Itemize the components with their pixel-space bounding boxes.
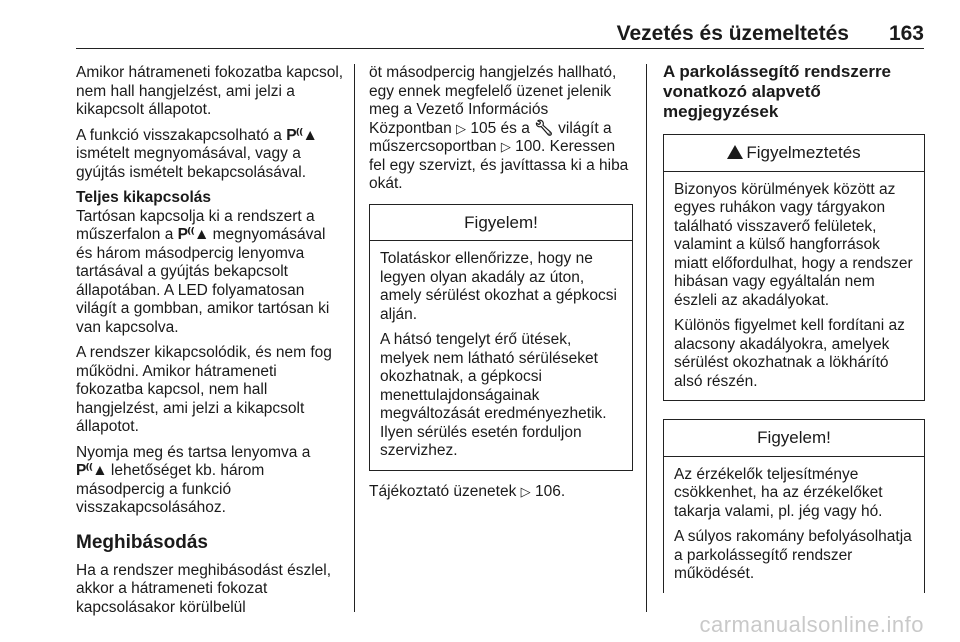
section-heading: Meghibásodás	[76, 531, 208, 553]
paragraph: Ha a rendszer meghibásodást észlel, akkor a hátrameneti fokozat kapcsolásakor körülbelül	[76, 561, 332, 616]
warning-box	[663, 134, 925, 401]
caution-text: Az érzékelők teljesítménye csökkenhet, ha az érzékelőket takarja valami, pl. jég vagy hó.	[674, 465, 883, 520]
parking-sensor-icon: P⁽⁽▲	[177, 226, 209, 243]
paragraph: Tájékoztató üzenetek ▷ 106.	[369, 482, 566, 500]
warning-text: Különös figyelmet kell fordítani az alacsony akadályokra, amelyek sérülést okozhatnak a lökhárító alsó részén.	[674, 317, 905, 390]
page-reference[interactable]: 100	[515, 138, 541, 155]
page-reference[interactable]: 106	[534, 482, 561, 500]
page-header	[76, 22, 924, 49]
watermark: carmanualsonline.info	[699, 612, 924, 637]
triangle-ref-icon: ▷	[456, 120, 467, 136]
caution-text: A súlyos rakomány befolyásolhatja a parkolássegítő rendszer működését.	[674, 528, 912, 582]
paragraph: Tartósan kapcsolja ki a rendszert a műszerfalon a P⁽⁽▲ megnyomásával és három másodpercig lenyomva tartásával a gyújtás bekapcsolt állapotában. A LED folyamatosan világít a gombban, amikor tartósan ki van kapcsolva.	[76, 207, 330, 336]
wrench-icon: 🔧︎	[534, 119, 554, 137]
caution-box	[663, 419, 925, 593]
triangle-ref-icon: ▷	[520, 483, 531, 499]
caution-title: Figyelem!	[370, 205, 632, 242]
paragraph: A rendszer kikapcsolódik, és nem fog működni. Amikor hátrameneti fokozatba kapcsol, nem hall hangjelzést, ami jelzi a kikapcsolt állapotot.	[76, 344, 332, 435]
column-divider-1	[354, 64, 355, 612]
caution-box	[369, 204, 633, 471]
paragraph: A funkció visszakapcsolható a P⁽⁽▲ ismételt megnyomásával, vagy a gyújtás ismételt bekapcsolásával.	[76, 126, 317, 181]
triangle-ref-icon: ▷	[500, 139, 511, 154]
page-reference[interactable]: 105	[470, 119, 497, 137]
warning-title: Figyelmeztetés	[664, 135, 924, 172]
parking-sensor-icon: P⁽⁽▲	[76, 462, 107, 479]
paragraph: Amikor hátrameneti fokozatba kapcsol, nem hall hangjelzést, ami jelzi a kikapcsolt állapotot.	[76, 64, 344, 118]
warning-triangle-icon	[727, 145, 743, 159]
page-title: Vezetés és üzemeltetés	[616, 22, 849, 45]
subheading: Teljes kikapcsolás	[76, 189, 211, 206]
paragraph: Nyomja meg és tartsa lenyomva a P⁽⁽▲ lehetőséget kb. három másodpercig a funkció visszakapcsolásához.	[76, 443, 311, 516]
caution-text: A hátsó tengelyt érő ütések, melyek nem látható sérüléseket okozhatnak, a gépkocsi menettulajdonságainak megváltozását eredményezhetik. Ilyen sérülés esetén forduljon szervizhez.	[380, 331, 607, 459]
parking-sensor-icon: P⁽⁽▲	[286, 126, 317, 144]
warning-text: Bizonyos körülmények között az egyes ruhákon vagy tárgyakon található visszaverő felületek, valamint a külső hangforrások miatt előfordulhat, hogy a rendszer hibásan vagy egyáltalán nem észleli az akadályokat.	[674, 180, 913, 309]
page-number: 163	[888, 22, 924, 45]
column-1	[76, 64, 344, 624]
column-divider-2	[646, 64, 647, 612]
section-heading: A parkolássegítő rendszerre vonatkozó alapvető megjegyzések	[663, 62, 892, 121]
paragraph: öt másodpercig hangjelzés hallható, egy ennek megfelelő üzenet jelenik meg a Vezető Információs Központban ▷ 105 és a 🔧︎ világít a műszercsoportban ▷ 100. Keressen fel egy szervizt, és javíttassa ki a hiba okát.	[369, 64, 629, 192]
caution-title: Figyelem!	[664, 420, 924, 457]
caution-text: Tolatáskor ellenőrizze, hogy ne legyen olyan akadály az úton, amely sérülést okozhat a gépkocsi alján.	[380, 250, 617, 323]
column-2	[369, 64, 633, 508]
column-3	[663, 64, 925, 593]
